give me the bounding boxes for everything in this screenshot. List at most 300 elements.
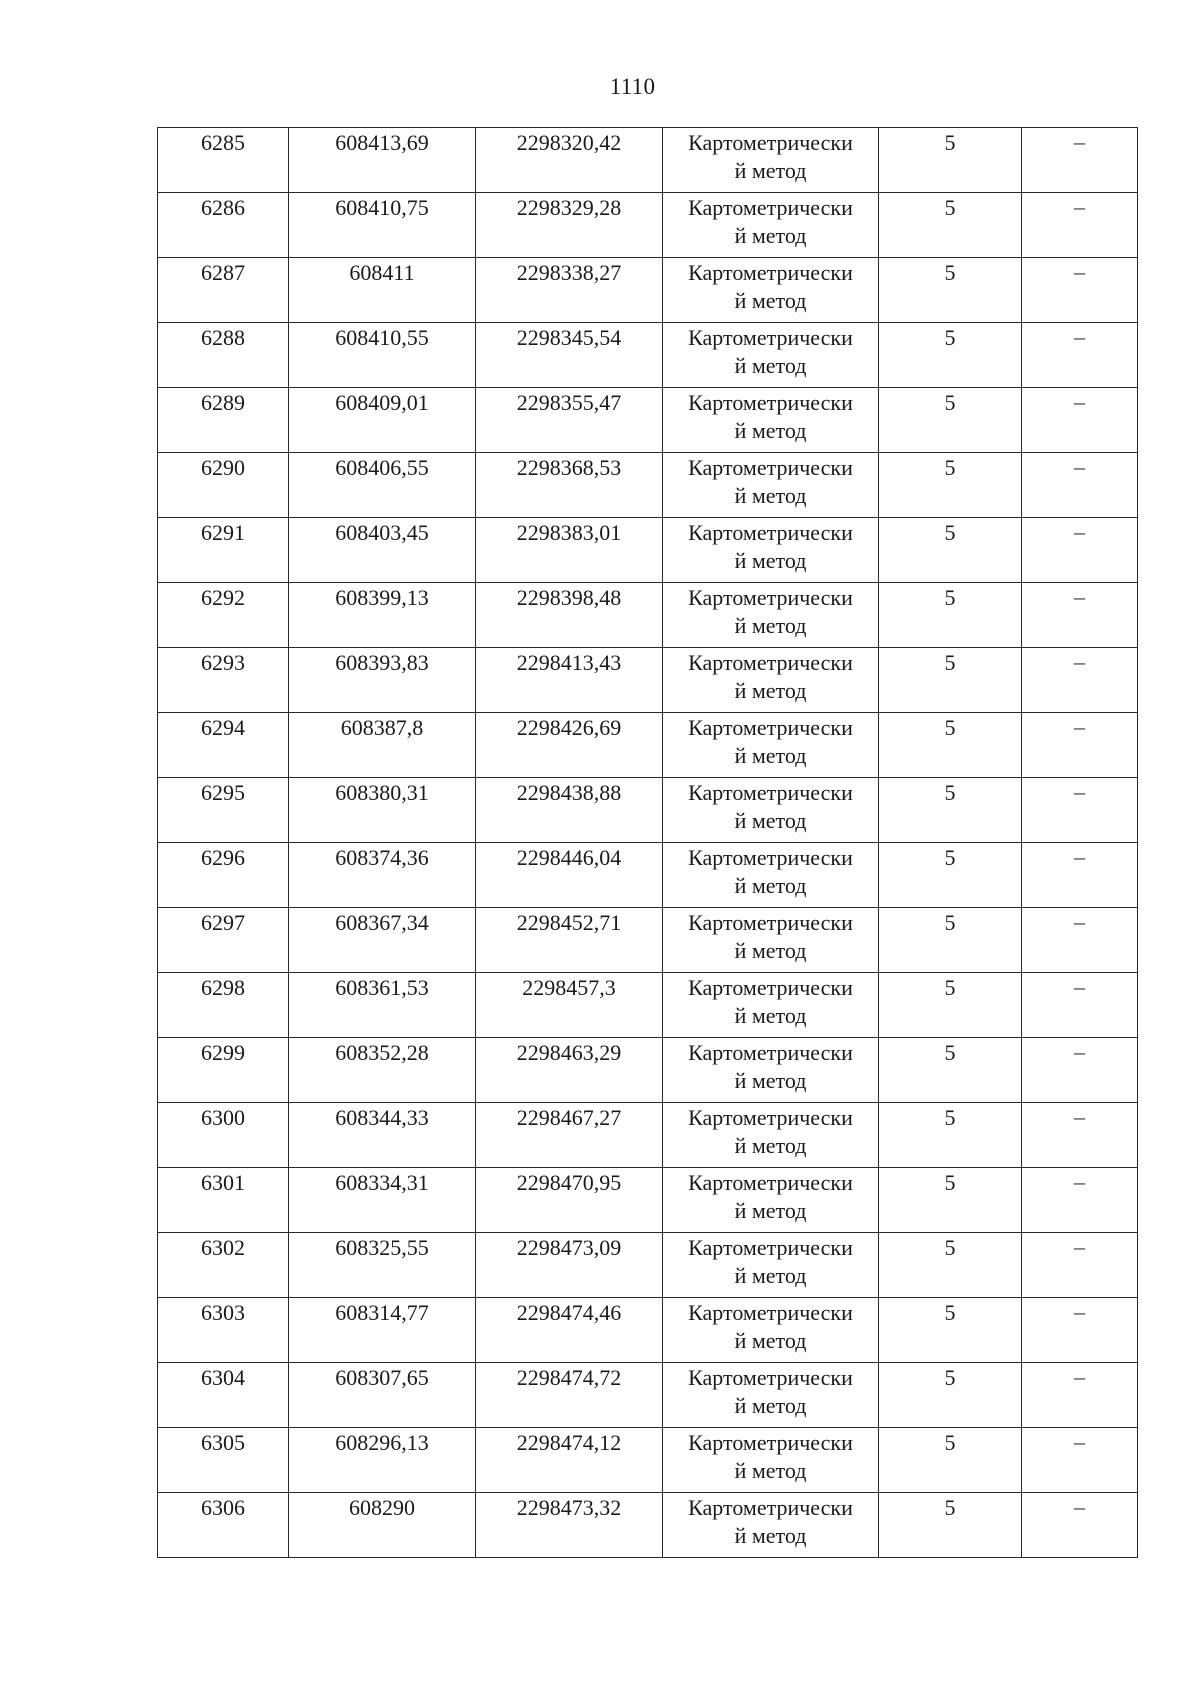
- table-row: [158, 323, 1138, 388]
- method-cell: [663, 193, 879, 258]
- accuracy-text: 5: [944, 1105, 956, 1130]
- accuracy-cell: [879, 1038, 1022, 1103]
- coordinate-y-cell: [476, 518, 663, 583]
- point-number-text: 6292: [201, 585, 245, 610]
- method-line-2: й метод: [734, 1328, 807, 1353]
- note-cell: [1022, 713, 1138, 778]
- note-text: –: [1074, 454, 1085, 479]
- coordinate-y-text: 2298320,42: [516, 130, 622, 155]
- method-cell: [663, 1493, 879, 1558]
- point-number-text: 6305: [201, 1430, 245, 1455]
- table-row: [158, 1363, 1138, 1428]
- coordinate-y-cell: [476, 583, 663, 648]
- method-line-1: Картометрически: [688, 130, 853, 155]
- point-number-cell: [158, 973, 289, 1038]
- point-number-text: 6298: [201, 975, 245, 1000]
- table-row: [158, 1038, 1138, 1103]
- coordinate-x-text: 608403,45: [335, 520, 429, 545]
- method-line-1: Картометрически: [688, 715, 853, 740]
- coordinate-y-text: 2298446,04: [516, 845, 622, 870]
- coordinate-x-cell: [289, 128, 476, 193]
- note-cell: [1022, 1493, 1138, 1558]
- coordinate-y-text: 2298383,01: [516, 520, 622, 545]
- note-cell: [1022, 1363, 1138, 1428]
- point-number-text: 6299: [201, 1040, 245, 1065]
- table-row: [158, 1168, 1138, 1233]
- point-number-text: 6301: [201, 1170, 245, 1195]
- coordinate-x-text: 608290: [349, 1495, 415, 1520]
- coordinate-x-cell: [289, 518, 476, 583]
- table-row: [158, 1428, 1138, 1493]
- method-line-1: Картометрически: [688, 520, 853, 545]
- note-text: –: [1074, 1169, 1085, 1194]
- coordinate-x-cell: [289, 1233, 476, 1298]
- coordinate-x-cell: [289, 1103, 476, 1168]
- note-cell: [1022, 1168, 1138, 1233]
- method-line-2: й метод: [734, 1523, 807, 1548]
- table-row: [158, 713, 1138, 778]
- accuracy-text: 5: [944, 1040, 956, 1065]
- accuracy-text: 5: [944, 1365, 956, 1390]
- note-text: –: [1074, 844, 1085, 869]
- accuracy-cell: [879, 323, 1022, 388]
- accuracy-cell: [879, 973, 1022, 1038]
- accuracy-cell: [879, 258, 1022, 323]
- note-cell: [1022, 1103, 1138, 1168]
- coordinate-y-cell: [476, 1298, 663, 1363]
- point-number-cell: [158, 1103, 289, 1168]
- coordinate-x-text: 608296,13: [335, 1430, 429, 1455]
- point-number-cell: [158, 1168, 289, 1233]
- point-number-cell: [158, 713, 289, 778]
- point-number-text: 6296: [201, 845, 245, 870]
- method-cell: [663, 778, 879, 843]
- note-cell: [1022, 453, 1138, 518]
- note-text: –: [1074, 584, 1085, 609]
- method-line-1: Картометрически: [688, 1235, 853, 1260]
- note-text: –: [1074, 909, 1085, 934]
- method-line-2: й метод: [734, 1263, 807, 1288]
- coordinate-y-cell: [476, 388, 663, 453]
- method-line-1: Картометрически: [688, 780, 853, 805]
- table-row: [158, 1493, 1138, 1558]
- note-text: –: [1074, 1234, 1085, 1259]
- coordinate-y-text: 2298473,32: [516, 1495, 622, 1520]
- coordinate-x-text: 608410,55: [335, 325, 429, 350]
- method-line-2: й метод: [734, 1198, 807, 1223]
- coordinate-x-cell: [289, 973, 476, 1038]
- coordinate-y-text: 2298426,69: [516, 715, 622, 740]
- coordinate-x-cell: [289, 1038, 476, 1103]
- note-text: –: [1074, 519, 1085, 544]
- note-text: –: [1074, 389, 1085, 414]
- table-row: [158, 583, 1138, 648]
- accuracy-cell: [879, 583, 1022, 648]
- coordinate-x-text: 608367,34: [335, 910, 429, 935]
- method-line-1: Картометрически: [688, 455, 853, 480]
- accuracy-cell: [879, 388, 1022, 453]
- point-number-cell: [158, 843, 289, 908]
- method-line-2: й метод: [734, 873, 807, 898]
- accuracy-cell: [879, 778, 1022, 843]
- method-line-2: й метод: [734, 678, 807, 703]
- accuracy-text: 5: [944, 650, 956, 675]
- accuracy-cell: [879, 1363, 1022, 1428]
- coordinate-x-text: 608344,33: [335, 1105, 429, 1130]
- coordinate-x-text: 608314,77: [335, 1300, 429, 1325]
- accuracy-cell: [879, 518, 1022, 583]
- method-line-1: Картометрически: [688, 585, 853, 610]
- coordinate-y-cell: [476, 908, 663, 973]
- coordinate-x-text: 608361,53: [335, 975, 429, 1000]
- point-number-text: 6293: [201, 650, 245, 675]
- point-number-cell: [158, 1363, 289, 1428]
- coordinate-y-text: 2298329,28: [516, 195, 622, 220]
- method-line-1: Картометрически: [688, 650, 853, 675]
- method-cell: [663, 648, 879, 713]
- method-line-1: Картометрически: [688, 910, 853, 935]
- note-text: –: [1074, 129, 1085, 154]
- note-cell: [1022, 1233, 1138, 1298]
- note-cell: [1022, 323, 1138, 388]
- coordinate-x-text: 608380,31: [335, 780, 429, 805]
- accuracy-cell: [879, 1103, 1022, 1168]
- table-row: [158, 453, 1138, 518]
- coordinate-y-text: 2298474,72: [516, 1365, 622, 1390]
- method-line-1: Картометрически: [688, 195, 853, 220]
- note-cell: [1022, 973, 1138, 1038]
- coordinate-y-text: 2298457,3: [522, 975, 616, 1000]
- method-cell: [663, 908, 879, 973]
- accuracy-cell: [879, 1493, 1022, 1558]
- method-line-2: й метод: [734, 938, 807, 963]
- note-cell: [1022, 1428, 1138, 1493]
- point-number-text: 6286: [201, 195, 245, 220]
- coordinate-y-cell: [476, 843, 663, 908]
- note-text: –: [1074, 714, 1085, 739]
- method-line-2: й метод: [734, 223, 807, 248]
- coordinate-y-text: 2298398,48: [516, 585, 622, 610]
- table-row: [158, 518, 1138, 583]
- coordinate-x-cell: [289, 1493, 476, 1558]
- page-number: 1110: [609, 74, 656, 99]
- method-line-1: Картометрически: [688, 1430, 853, 1455]
- coordinate-y-cell: [476, 1493, 663, 1558]
- note-cell: [1022, 1298, 1138, 1363]
- accuracy-text: 5: [944, 1170, 956, 1195]
- accuracy-cell: [879, 648, 1022, 713]
- coordinate-x-cell: [289, 778, 476, 843]
- point-number-text: 6297: [201, 910, 245, 935]
- note-text: –: [1074, 1104, 1085, 1129]
- coordinate-y-text: 2298355,47: [516, 390, 622, 415]
- note-cell: [1022, 583, 1138, 648]
- method-line-2: й метод: [734, 1393, 807, 1418]
- note-cell: [1022, 843, 1138, 908]
- coordinate-y-cell: [476, 778, 663, 843]
- coordinate-y-text: 2298345,54: [516, 325, 622, 350]
- method-cell: [663, 1363, 879, 1428]
- method-line-2: й метод: [734, 613, 807, 638]
- coordinate-y-text: 2298470,95: [516, 1170, 622, 1195]
- coordinate-y-cell: [476, 713, 663, 778]
- coordinate-y-cell: [476, 1233, 663, 1298]
- accuracy-cell: [879, 713, 1022, 778]
- coordinate-y-text: 2298413,43: [516, 650, 622, 675]
- coordinate-x-cell: [289, 1363, 476, 1428]
- note-text: –: [1074, 649, 1085, 674]
- note-text: –: [1074, 324, 1085, 349]
- point-number-cell: [158, 453, 289, 518]
- coordinate-x-text: 608411: [349, 260, 415, 285]
- note-text: –: [1074, 1429, 1085, 1454]
- point-number-cell: [158, 258, 289, 323]
- coordinate-x-cell: [289, 258, 476, 323]
- method-cell: [663, 1298, 879, 1363]
- point-number-text: 6290: [201, 455, 245, 480]
- method-cell: [663, 713, 879, 778]
- method-line-1: Картометрически: [688, 1105, 853, 1130]
- point-number-cell: [158, 323, 289, 388]
- method-cell: [663, 323, 879, 388]
- note-cell: [1022, 258, 1138, 323]
- point-number-cell: [158, 388, 289, 453]
- accuracy-text: 5: [944, 780, 956, 805]
- coordinate-x-text: 608410,75: [335, 195, 429, 220]
- point-number-text: 6288: [201, 325, 245, 350]
- accuracy-text: 5: [944, 1300, 956, 1325]
- coordinate-y-cell: [476, 1168, 663, 1233]
- note-text: –: [1074, 1364, 1085, 1389]
- coordinate-y-text: 2298473,09: [516, 1235, 622, 1260]
- table-row: [158, 193, 1138, 258]
- method-cell: [663, 1103, 879, 1168]
- method-cell: [663, 1428, 879, 1493]
- method-line-1: Картометрически: [688, 845, 853, 870]
- note-text: –: [1074, 1299, 1085, 1324]
- coordinate-y-cell: [476, 973, 663, 1038]
- coordinate-x-text: 608352,28: [335, 1040, 429, 1065]
- coordinate-y-cell: [476, 1428, 663, 1493]
- point-number-cell: [158, 778, 289, 843]
- method-cell: [663, 128, 879, 193]
- point-number-text: 6306: [201, 1495, 245, 1520]
- note-cell: [1022, 128, 1138, 193]
- method-line-2: й метод: [734, 158, 807, 183]
- coordinate-x-text: 608334,31: [335, 1170, 429, 1195]
- table-row: [158, 388, 1138, 453]
- accuracy-text: 5: [944, 130, 956, 155]
- point-number-text: 6304: [201, 1365, 245, 1390]
- method-line-1: Картометрически: [688, 325, 853, 350]
- coordinate-y-text: 2298438,88: [516, 780, 622, 805]
- coordinate-x-text: 608413,69: [335, 130, 429, 155]
- point-number-cell: [158, 1038, 289, 1103]
- method-line-2: й метод: [734, 743, 807, 768]
- coordinate-y-cell: [476, 1103, 663, 1168]
- table-row: [158, 258, 1138, 323]
- table-row: [158, 1103, 1138, 1168]
- point-number-cell: [158, 1233, 289, 1298]
- accuracy-text: 5: [944, 715, 956, 740]
- accuracy-text: 5: [944, 975, 956, 1000]
- method-line-2: й метод: [734, 808, 807, 833]
- note-text: –: [1074, 779, 1085, 804]
- accuracy-text: 5: [944, 390, 956, 415]
- coordinate-x-text: 608393,83: [335, 650, 429, 675]
- coordinates-table-body: [158, 128, 1138, 1558]
- method-line-2: й метод: [734, 1133, 807, 1158]
- note-cell: [1022, 908, 1138, 973]
- note-cell: [1022, 648, 1138, 713]
- point-number-text: 6291: [201, 520, 245, 545]
- method-line-2: й метод: [734, 353, 807, 378]
- method-line-1: Картометрически: [688, 1365, 853, 1390]
- table-row: [158, 843, 1138, 908]
- coordinate-x-text: 608374,36: [335, 845, 429, 870]
- method-line-1: Картометрически: [688, 390, 853, 415]
- coordinate-y-text: 2298474,46: [516, 1300, 622, 1325]
- accuracy-text: 5: [944, 455, 956, 480]
- accuracy-text: 5: [944, 910, 956, 935]
- note-cell: [1022, 388, 1138, 453]
- point-number-text: 6302: [201, 1235, 245, 1260]
- method-line-1: Картометрически: [688, 1495, 853, 1520]
- point-number-cell: [158, 193, 289, 258]
- accuracy-cell: [879, 128, 1022, 193]
- coordinate-x-text: 608409,01: [335, 390, 429, 415]
- accuracy-cell: [879, 1428, 1022, 1493]
- method-cell: [663, 1038, 879, 1103]
- coordinate-x-cell: [289, 908, 476, 973]
- table-row: [158, 1298, 1138, 1363]
- accuracy-text: 5: [944, 325, 956, 350]
- coordinates-table: [157, 127, 1138, 1558]
- coordinate-x-cell: [289, 843, 476, 908]
- coordinate-y-text: 2298463,29: [516, 1040, 622, 1065]
- method-line-1: Картометрически: [688, 260, 853, 285]
- accuracy-cell: [879, 453, 1022, 518]
- note-cell: [1022, 1038, 1138, 1103]
- point-number-text: 6300: [201, 1105, 245, 1130]
- point-number-cell: [158, 583, 289, 648]
- coordinate-y-cell: [476, 1038, 663, 1103]
- accuracy-text: 5: [944, 845, 956, 870]
- method-line-2: й метод: [734, 1003, 807, 1028]
- coordinate-y-text: 2298467,27: [516, 1105, 622, 1130]
- coordinate-x-cell: [289, 583, 476, 648]
- point-number-cell: [158, 648, 289, 713]
- accuracy-cell: [879, 1168, 1022, 1233]
- table-row: [158, 908, 1138, 973]
- coordinate-x-text: 608399,13: [335, 585, 429, 610]
- point-number-cell: [158, 1428, 289, 1493]
- coordinate-x-cell: [289, 323, 476, 388]
- note-cell: [1022, 193, 1138, 258]
- point-number-text: 6294: [201, 715, 245, 740]
- method-line-2: й метод: [734, 418, 807, 443]
- method-line-2: й метод: [734, 1068, 807, 1093]
- table-row: [158, 778, 1138, 843]
- note-text: –: [1074, 194, 1085, 219]
- coordinate-x-text: 608387,8: [340, 715, 424, 740]
- method-line-1: Картометрически: [688, 975, 853, 1000]
- coordinate-x-cell: [289, 193, 476, 258]
- coordinate-x-cell: [289, 1298, 476, 1363]
- accuracy-text: 5: [944, 260, 956, 285]
- coordinate-x-cell: [289, 1168, 476, 1233]
- method-line-1: Картометрически: [688, 1170, 853, 1195]
- note-text: –: [1074, 1039, 1085, 1064]
- method-cell: [663, 388, 879, 453]
- coordinate-x-cell: [289, 453, 476, 518]
- point-number-cell: [158, 908, 289, 973]
- accuracy-text: 5: [944, 1495, 956, 1520]
- point-number-cell: [158, 128, 289, 193]
- point-number-cell: [158, 1298, 289, 1363]
- coordinate-y-text: 2298338,27: [516, 260, 622, 285]
- accuracy-text: 5: [944, 195, 956, 220]
- coordinate-y-text: 2298368,53: [516, 455, 622, 480]
- coordinate-y-cell: [476, 128, 663, 193]
- method-cell: [663, 973, 879, 1038]
- method-line-2: й метод: [734, 288, 807, 313]
- coordinate-y-cell: [476, 193, 663, 258]
- coordinate-x-text: 608307,65: [335, 1365, 429, 1390]
- coordinate-x-text: 608325,55: [335, 1235, 429, 1260]
- method-cell: [663, 1233, 879, 1298]
- note-text: –: [1074, 259, 1085, 284]
- point-number-text: 6303: [201, 1300, 245, 1325]
- point-number-text: 6287: [201, 260, 245, 285]
- coordinate-y-text: 2298474,12: [516, 1430, 622, 1455]
- table-row: [158, 648, 1138, 713]
- method-cell: [663, 453, 879, 518]
- accuracy-cell: [879, 1233, 1022, 1298]
- table-row: [158, 1233, 1138, 1298]
- coordinate-y-cell: [476, 453, 663, 518]
- accuracy-text: 5: [944, 1430, 956, 1455]
- accuracy-text: 5: [944, 520, 956, 545]
- accuracy-text: 5: [944, 585, 956, 610]
- point-number-text: 6289: [201, 390, 245, 415]
- note-cell: [1022, 778, 1138, 843]
- accuracy-cell: [879, 843, 1022, 908]
- coordinate-y-cell: [476, 258, 663, 323]
- coordinate-y-text: 2298452,71: [516, 910, 622, 935]
- coordinate-x-cell: [289, 648, 476, 713]
- method-cell: [663, 843, 879, 908]
- point-number-text: 6295: [201, 780, 245, 805]
- accuracy-cell: [879, 908, 1022, 973]
- note-text: –: [1074, 974, 1085, 999]
- coordinate-y-cell: [476, 648, 663, 713]
- coordinate-y-cell: [476, 1363, 663, 1428]
- point-number-cell: [158, 518, 289, 583]
- coordinate-y-cell: [476, 323, 663, 388]
- table-row: [158, 128, 1138, 193]
- accuracy-cell: [879, 1298, 1022, 1363]
- accuracy-text: 5: [944, 1235, 956, 1260]
- method-line-2: й метод: [734, 1458, 807, 1483]
- point-number-cell: [158, 1493, 289, 1558]
- method-cell: [663, 1168, 879, 1233]
- method-line-1: Картометрически: [688, 1040, 853, 1065]
- table-row: [158, 973, 1138, 1038]
- coordinate-x-cell: [289, 1428, 476, 1493]
- note-text: –: [1074, 1494, 1085, 1519]
- method-cell: [663, 518, 879, 583]
